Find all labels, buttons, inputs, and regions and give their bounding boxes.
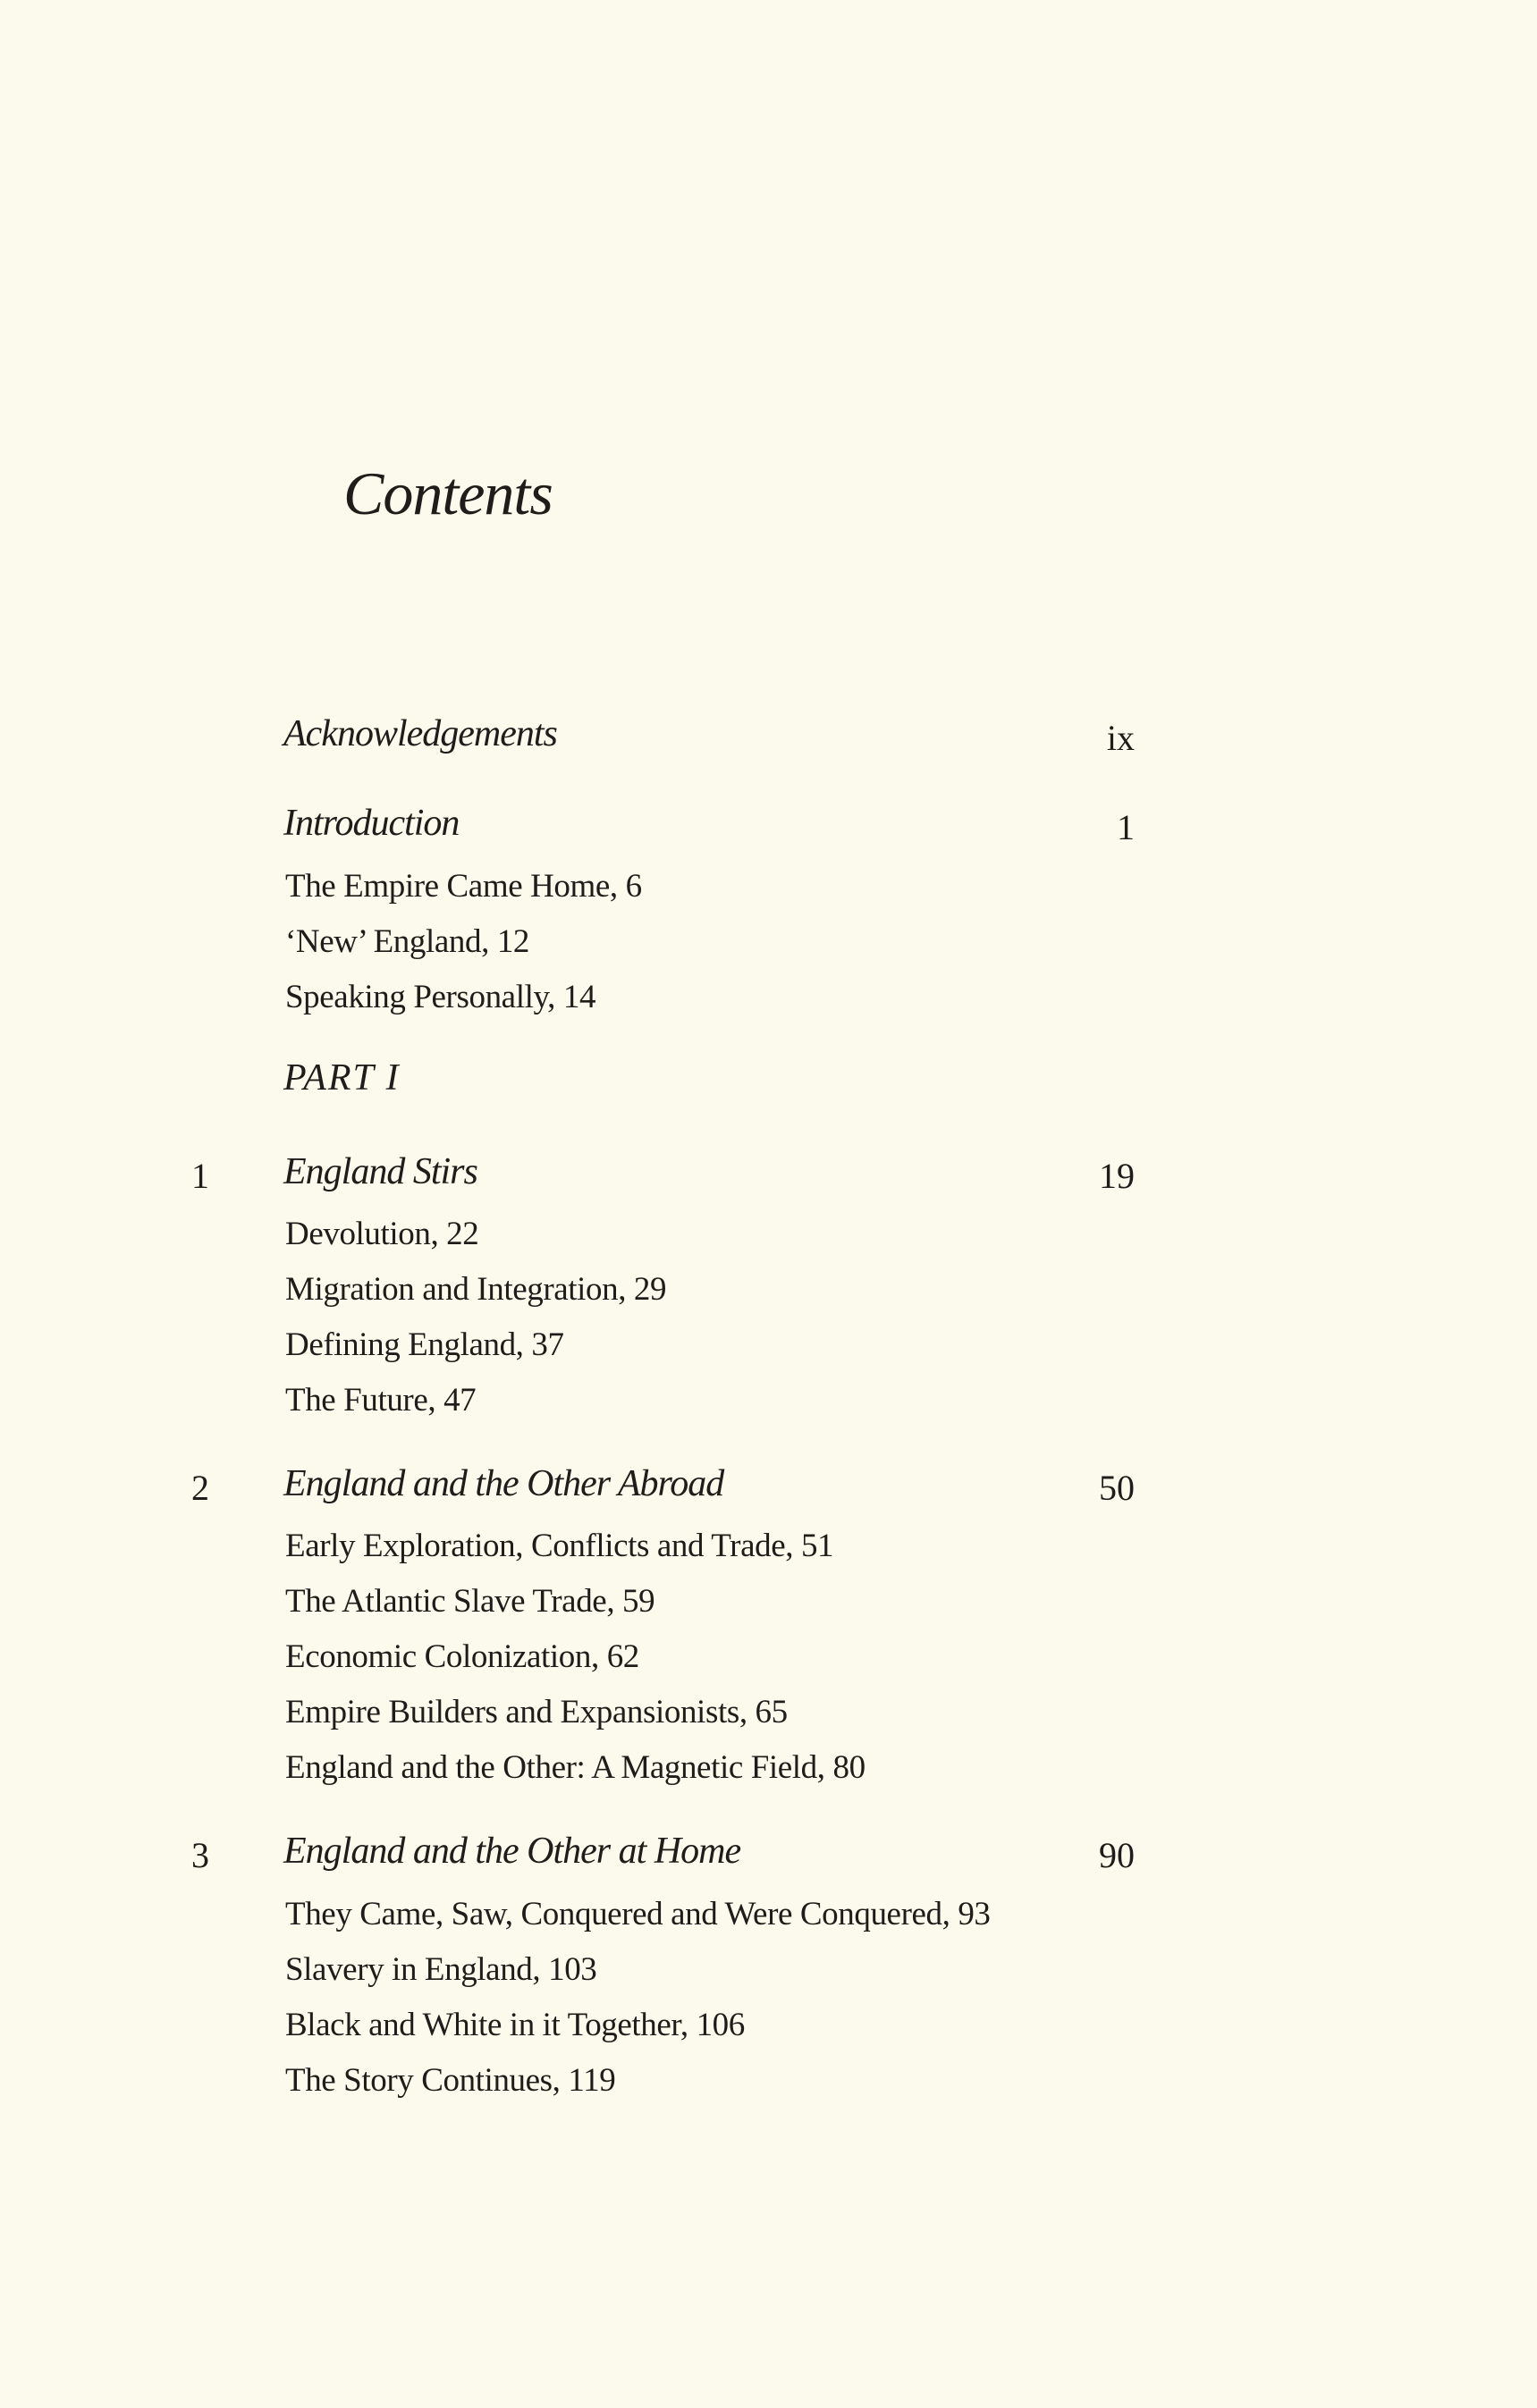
entry-page: 1	[1117, 807, 1135, 847]
part-label: PART I	[283, 1057, 401, 1099]
part-heading	[0, 1057, 1537, 1111]
chapter-number: 3	[191, 1835, 209, 1875]
section-entry[interactable]: Slavery in England, 103	[285, 1951, 597, 1988]
toc-entry-chapter-2[interactable]	[0, 1463, 1537, 1517]
chapter-number: 1	[191, 1156, 209, 1196]
section-entry[interactable]: England and the Other: A Magnetic Field, 80	[285, 1749, 866, 1786]
section-entry[interactable]: Black and White in it Together, 106	[285, 2007, 745, 2043]
toc-entry-acknowledgements[interactable]	[0, 713, 1537, 767]
entry-title: Introduction	[283, 803, 460, 844]
chapter-3-sections	[285, 1887, 991, 2109]
section-entry[interactable]: ‘New’ England, 12	[285, 923, 530, 960]
chapter-page: 50	[1099, 1468, 1135, 1508]
section-entry[interactable]: Migration and Integration, 29	[285, 1271, 667, 1308]
section-entry[interactable]: Defining England, 37	[285, 1326, 564, 1363]
section-entry[interactable]: The Future, 47	[285, 1382, 477, 1419]
entry-title: Acknowledgements	[283, 713, 557, 754]
chapter-number: 2	[191, 1468, 209, 1508]
page-title: Contents	[343, 459, 553, 527]
chapter-page: 19	[1099, 1156, 1135, 1196]
section-entry[interactable]: Early Exploration, Conflicts and Trade, 51	[285, 1528, 834, 1564]
chapter-title: England and the Other Abroad	[283, 1463, 724, 1504]
chapter-1-sections	[285, 1207, 666, 1428]
section-entry[interactable]: The Empire Came Home, 6	[285, 868, 642, 905]
introduction-sections	[285, 859, 642, 1025]
toc-entry-chapter-3[interactable]	[0, 1831, 1537, 1884]
toc-entry-introduction[interactable]	[0, 803, 1537, 856]
entry-page: ix	[1106, 718, 1135, 758]
section-entry[interactable]: Speaking Personally, 14	[285, 979, 596, 1015]
toc-entry-chapter-1[interactable]	[0, 1151, 1537, 1205]
chapter-2-sections	[285, 1519, 866, 1796]
section-entry[interactable]: Empire Builders and Expansionists, 65	[285, 1694, 788, 1730]
section-entry[interactable]: The Story Continues, 119	[285, 2062, 616, 2099]
section-entry[interactable]: Economic Colonization, 62	[285, 1638, 639, 1675]
section-entry[interactable]: Devolution, 22	[285, 1216, 479, 1252]
section-entry[interactable]: The Atlantic Slave Trade, 59	[285, 1583, 655, 1620]
chapter-page: 90	[1099, 1835, 1135, 1875]
chapter-title: England Stirs	[283, 1151, 477, 1192]
section-entry[interactable]: They Came, Saw, Conquered and Were Conquered, 93	[285, 1896, 991, 1932]
chapter-title: England and the Other at Home	[283, 1831, 741, 1872]
